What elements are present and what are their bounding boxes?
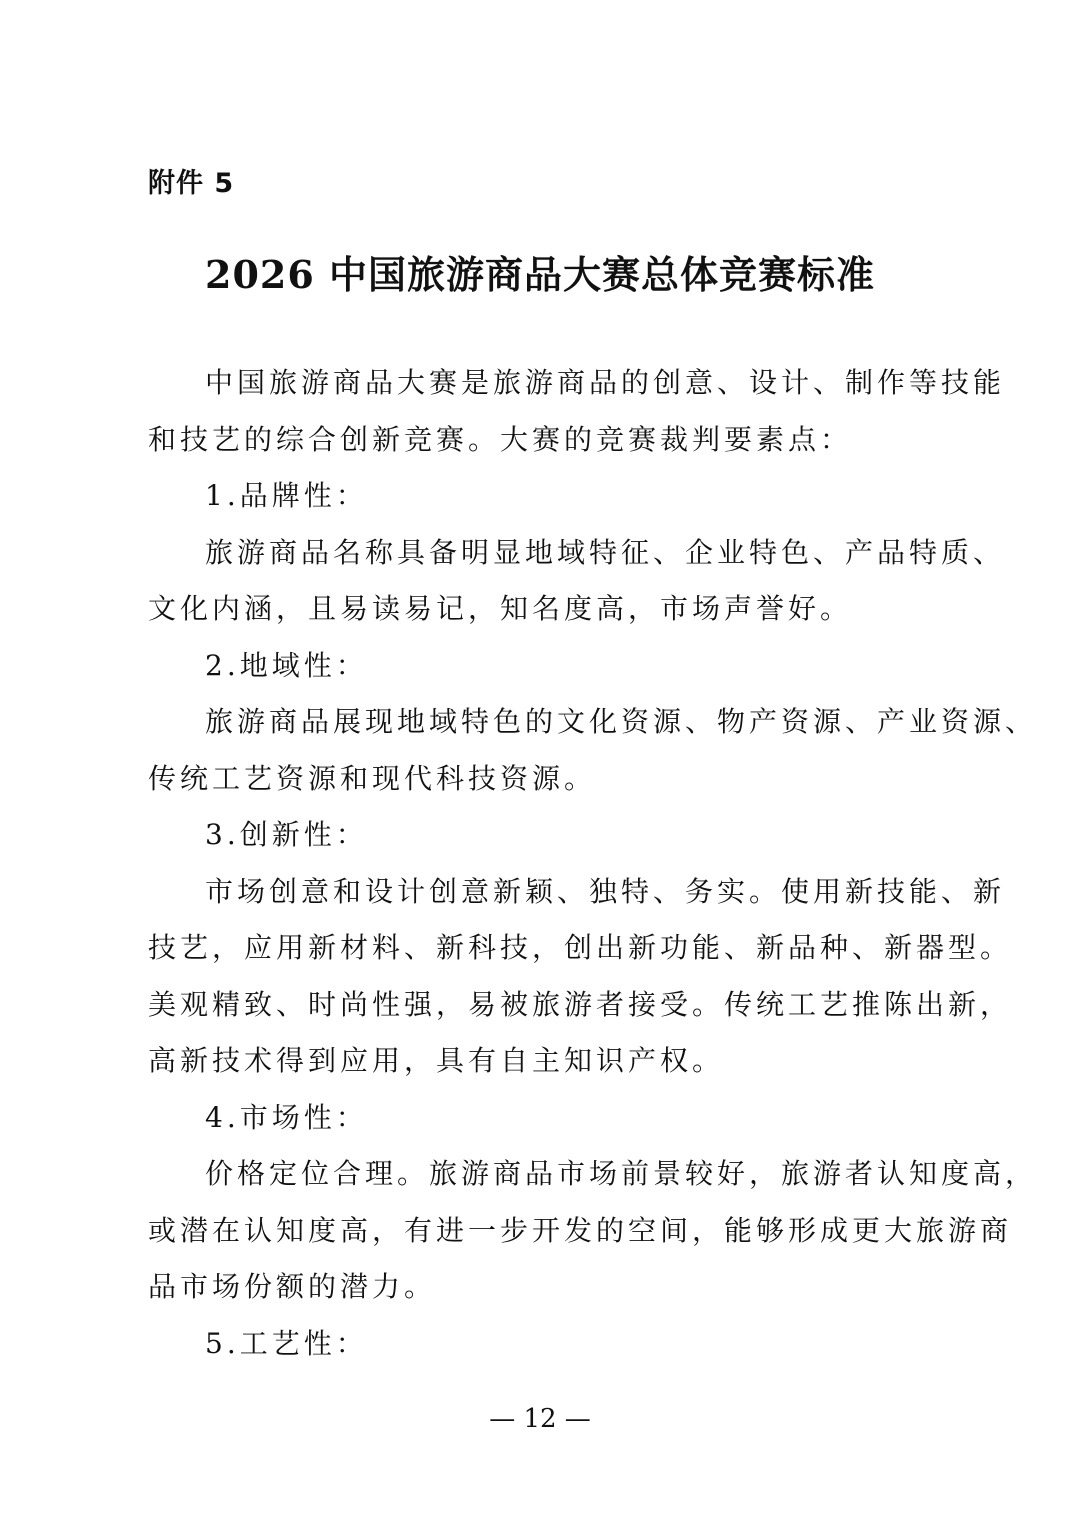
paragraph-line: 价格定位合理。旅游商品市场前景较好，旅游者认知度高， — [205, 1157, 1038, 1190]
paragraph-line: 文化内涵，且易读易记，知名度高，市场声誉好。 — [148, 592, 853, 625]
paragraph-line: 高新技术得到应用，具有自主知识产权。 — [148, 1044, 725, 1077]
paragraph-line: 美观精致、时尚性强，易被旅游者接受。传统工艺推陈出新， — [148, 987, 1013, 1021]
section-heading-market: 4.市场性： — [205, 1100, 368, 1134]
paragraph-line: 旅游商品展现地域特色的文化资源、物产资源、产业资源、 — [205, 705, 1038, 738]
paragraph-line: 市场创意和设计创意新颖、独特、务实。使用新技能、新 — [205, 874, 1006, 908]
document-title: 2026 中国旅游商品大赛总体竞赛标准 — [205, 252, 875, 297]
paragraph-line: 传统工艺资源和现代科技资源。 — [148, 761, 597, 795]
body-text — [148, 355, 1038, 1372]
paragraph-line: 中国旅游商品大赛是旅游商品的创意、设计、制作等技能 — [205, 366, 1006, 399]
section-heading-region: 2.地域性： — [205, 648, 368, 682]
paragraph-line: 或潜在认知度高，有进一步开发的空间，能够形成更大旅游商 — [148, 1213, 1013, 1247]
section-heading-craft: 5.工艺性： — [205, 1326, 368, 1360]
attachment-label: 附件 5 — [148, 168, 235, 199]
section-heading-innovation: 3.创新性： — [205, 818, 368, 851]
page-number: — 12 — — [489, 1404, 591, 1434]
paragraph-line: 品市场份额的潜力。 — [148, 1270, 437, 1303]
section-heading-brand: 1.品牌性： — [205, 479, 368, 512]
paragraph-line: 技艺，应用新材料、新科技，创出新功能、新品种、新器型。 — [148, 931, 1013, 964]
paragraph-line: 和技艺的综合创新竞赛。大赛的竞赛裁判要素点： — [148, 422, 853, 456]
paragraph-line: 旅游商品名称具备明显地域特征、企业特色、产品特质、 — [205, 535, 1006, 569]
